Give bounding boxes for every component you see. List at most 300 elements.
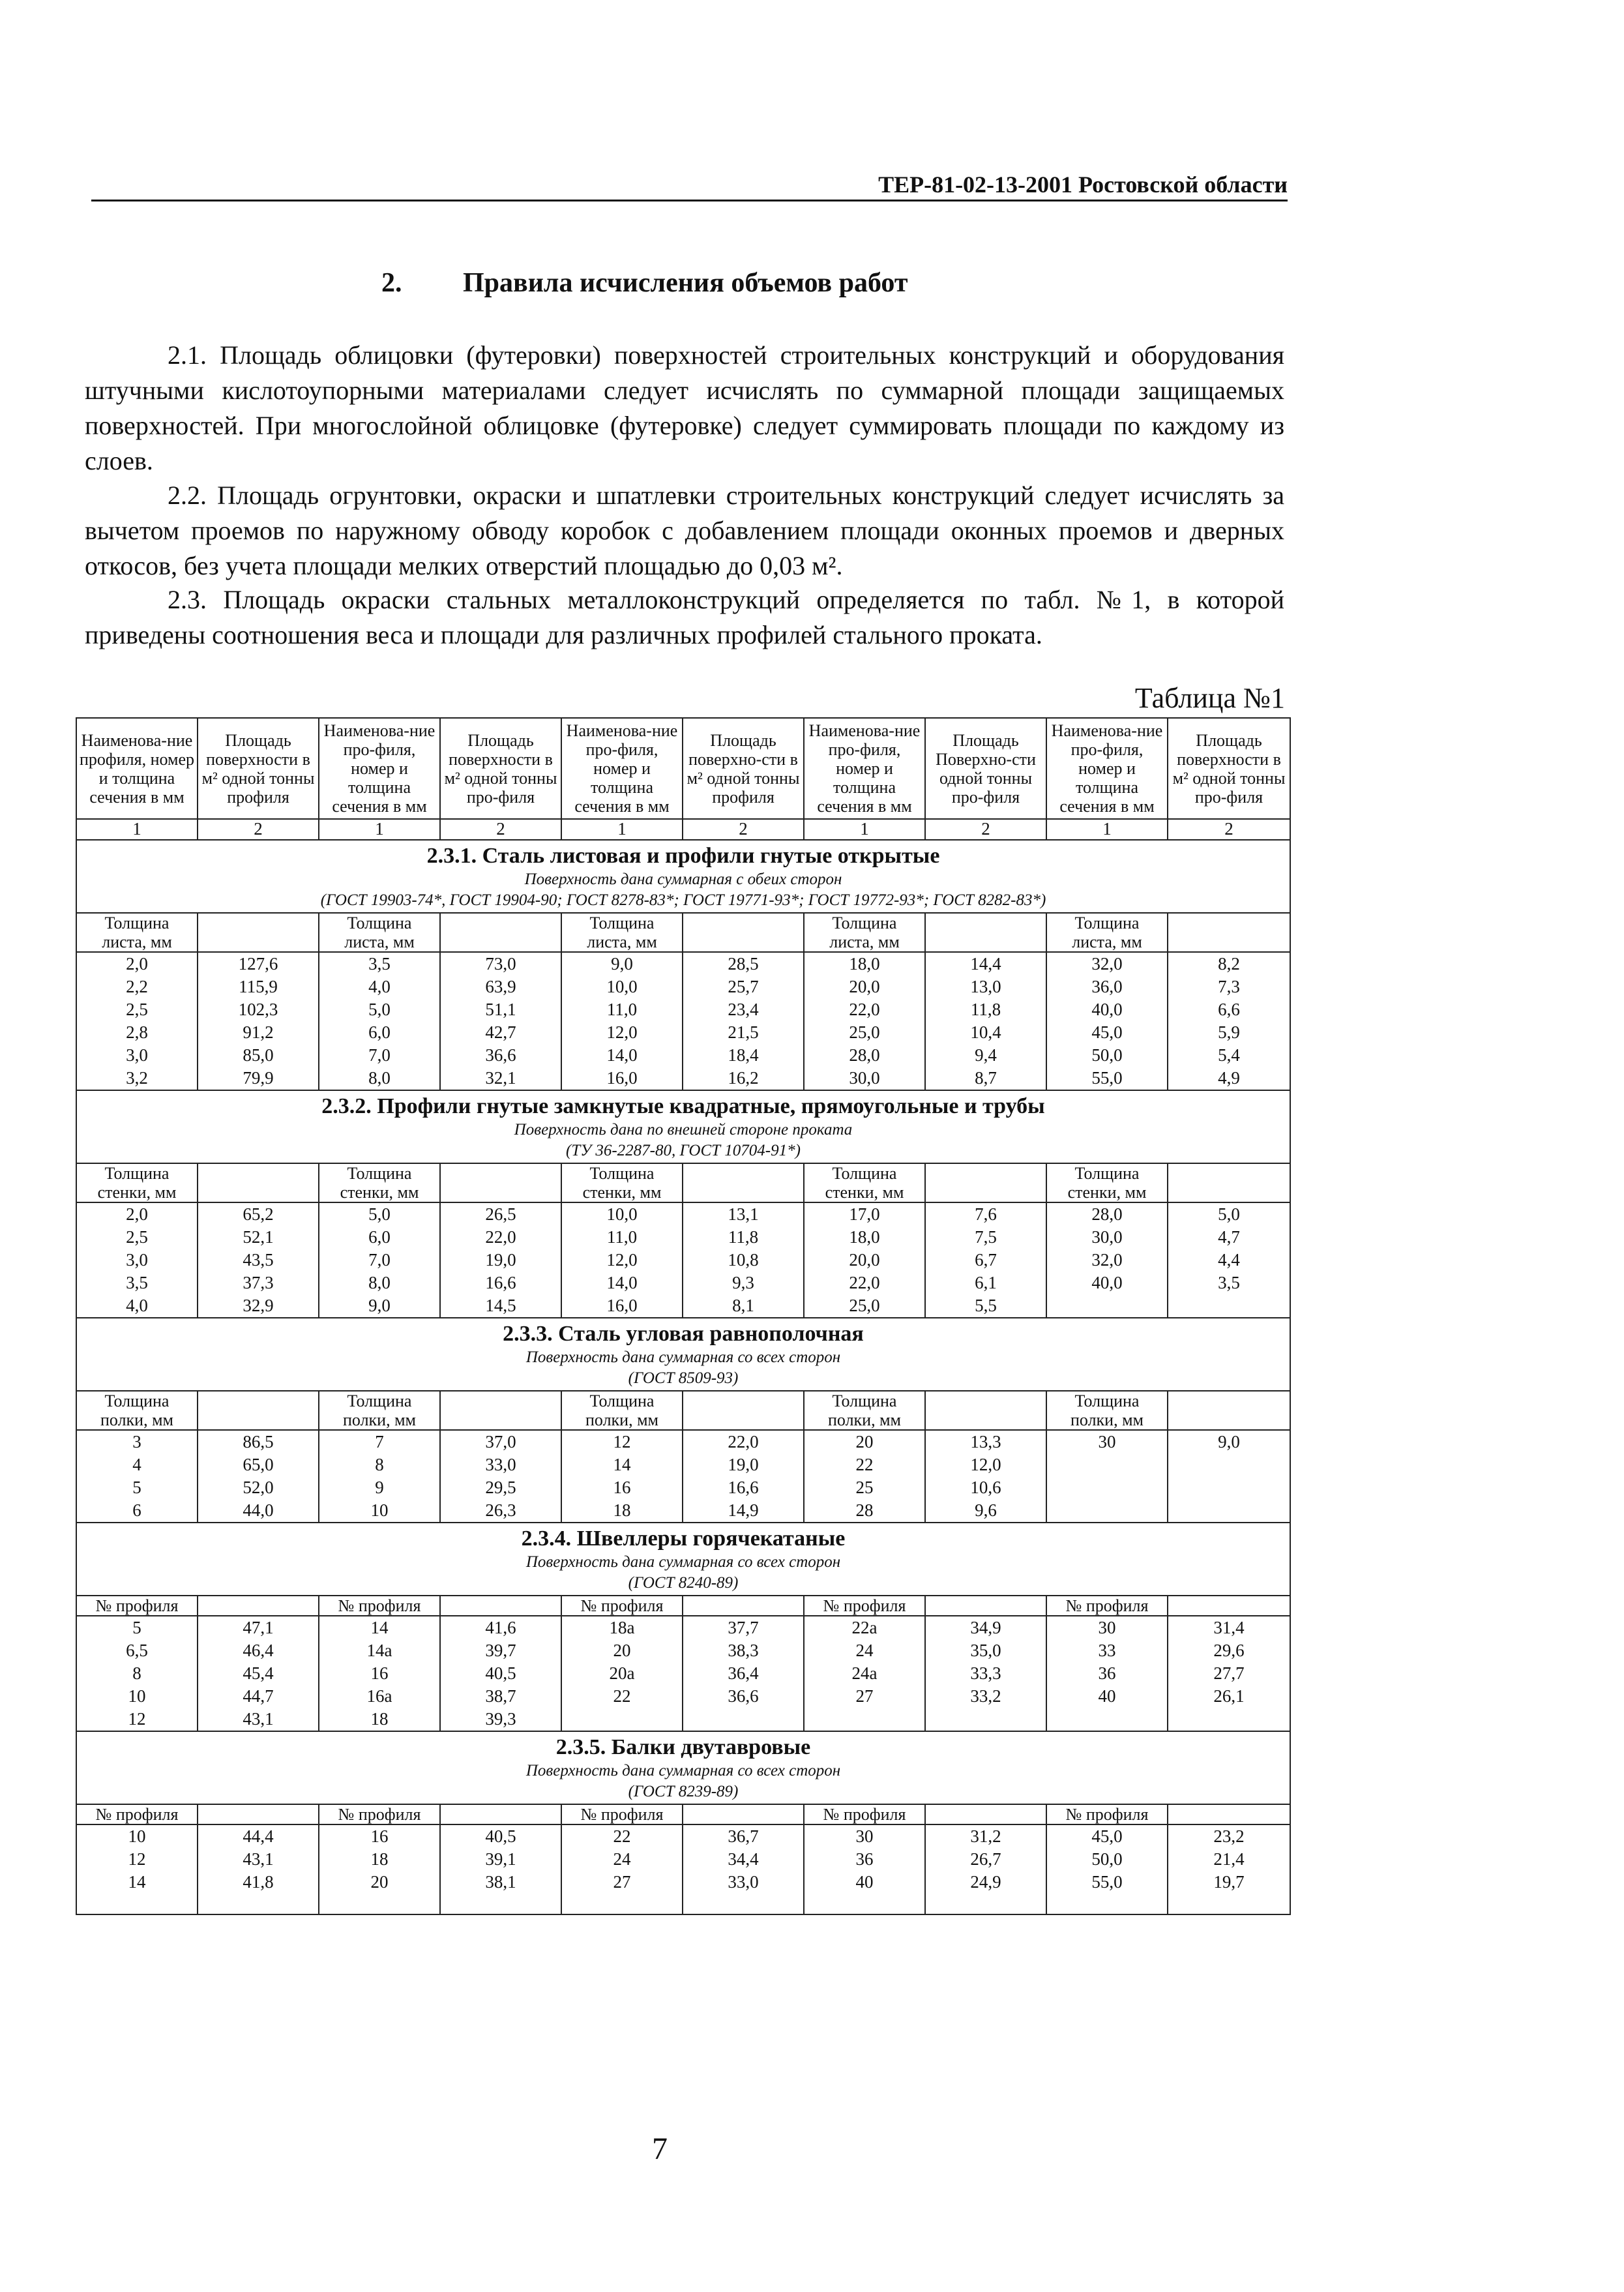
table-header-row <box>76 718 1290 819</box>
section-heading: 2.3.3. Сталь угловая равнополочная <box>76 1318 1290 1347</box>
data-value: 24 <box>613 1849 631 1869</box>
data-cell <box>683 1430 804 1523</box>
section-title-row <box>76 1090 1290 1120</box>
empty-cell <box>925 1391 1046 1430</box>
data-value: 36,7 <box>728 1826 759 1846</box>
column-header: Площадь поверхности в м² одной тонны про-филя <box>440 718 561 819</box>
data-value: 44,0 <box>243 1500 274 1520</box>
data-value: 25,7 <box>728 977 759 996</box>
data-value: 27 <box>613 1872 631 1892</box>
param-label: № профиля <box>804 1804 925 1824</box>
data-value: 30 <box>855 1826 874 1846</box>
data-value: 32,0 <box>1091 1250 1123 1270</box>
data-value: 12,0 <box>970 1455 1001 1474</box>
data-value: 18,4 <box>728 1045 759 1065</box>
data-value: 37,0 <box>485 1432 516 1451</box>
empty-cell <box>440 1804 561 1824</box>
data-value: 40 <box>855 1872 874 1892</box>
data-value: 36 <box>1098 1663 1116 1683</box>
column-header: Наименова-ние про-филя, номер и толщина сечения в мм <box>319 718 440 819</box>
data-value: 33 <box>1098 1641 1116 1660</box>
data-value: 25 <box>855 1478 874 1497</box>
data-value: 43,5 <box>243 1250 274 1270</box>
data-value: 7,0 <box>368 1045 391 1065</box>
data-value: 37,7 <box>728 1618 759 1637</box>
section-note: Поверхность дана по внешней стороне проката (ТУ 36-2287-80, ГОСТ 10704-91*) <box>76 1120 1290 1163</box>
data-value: 40,0 <box>1091 1000 1123 1019</box>
data-value: 25,0 <box>849 1022 880 1042</box>
column-header: Наименова-ние профиля, номер и толщина сечения в мм <box>76 718 198 819</box>
data-cell <box>1168 1824 1290 1914</box>
data-value: 12,0 <box>606 1022 638 1042</box>
data-value: 2,0 <box>126 1204 148 1224</box>
data-value: 52,1 <box>243 1227 274 1247</box>
data-cell <box>561 952 683 1090</box>
data-value: 22,0 <box>849 1000 880 1019</box>
data-value: 26,1 <box>1213 1686 1245 1706</box>
param-label: № профиля <box>76 1596 198 1616</box>
data-cell <box>925 1616 1046 1731</box>
document-code: ТЕР-81-02-13-2001 Ростовской области <box>878 171 1288 198</box>
empty-cell <box>925 913 1046 952</box>
data-value: 23,4 <box>728 1000 759 1019</box>
data-value: 102,3 <box>238 1000 278 1019</box>
data-cell <box>925 1202 1046 1318</box>
section-title-text: Правила исчисления объемов работ <box>463 268 908 298</box>
data-value: 14,5 <box>485 1296 516 1315</box>
data-value: 7,0 <box>368 1250 391 1270</box>
data-value: 73,0 <box>485 954 516 974</box>
data-value: 27,7 <box>1213 1663 1245 1683</box>
data-value: 40,0 <box>1091 1273 1123 1292</box>
column-header: Площадь Поверхно-сти одной тонны про-филя <box>925 718 1046 819</box>
data-value: 85,0 <box>243 1045 274 1065</box>
data-value: 38,1 <box>485 1872 516 1892</box>
data-value: 26,3 <box>485 1500 516 1520</box>
data-cell <box>683 1824 804 1914</box>
section-label-row <box>76 1804 1290 1824</box>
data-value: 2,5 <box>126 1227 148 1247</box>
data-value: 11,0 <box>606 1227 638 1247</box>
section-subtitle-row <box>76 1347 1290 1391</box>
data-value: 38,3 <box>728 1641 759 1660</box>
data-value: 44,7 <box>243 1686 274 1706</box>
data-cell <box>440 1616 561 1731</box>
data-value: 4,9 <box>1218 1068 1240 1088</box>
empty-cell <box>683 1391 804 1430</box>
data-value: 26,7 <box>970 1849 1001 1869</box>
data-value: 34,9 <box>970 1618 1001 1637</box>
data-value: 127,6 <box>238 954 278 974</box>
data-value: 24а <box>851 1663 878 1683</box>
data-value: 52,0 <box>243 1478 274 1497</box>
empty-cell <box>1168 1163 1290 1202</box>
param-label: № профиля <box>804 1596 925 1616</box>
data-cell <box>319 1824 440 1914</box>
empty-cell <box>683 1163 804 1202</box>
param-label: Толщина стенки, мм <box>319 1163 440 1202</box>
data-value: 30,0 <box>849 1068 880 1088</box>
data-value: 2,5 <box>126 1000 148 1019</box>
data-value: 8,1 <box>732 1296 754 1315</box>
section-title-row <box>76 1318 1290 1347</box>
data-value: 7,6 <box>975 1204 997 1224</box>
section-subtitle-row <box>76 1120 1290 1163</box>
data-cell <box>1046 952 1168 1090</box>
data-value: 12 <box>128 1709 146 1729</box>
param-label: Толщина стенки, мм <box>76 1163 198 1202</box>
page-number: 7 <box>652 2132 668 2166</box>
column-number: 1 <box>319 819 440 840</box>
column-number: 2 <box>1168 819 1290 840</box>
data-value: 10,8 <box>728 1250 759 1270</box>
data-value: 20а <box>609 1663 635 1683</box>
data-value: 24,9 <box>970 1872 1001 1892</box>
table-caption: Таблица №1 <box>1134 682 1285 714</box>
column-number: 1 <box>76 819 198 840</box>
data-value: 46,4 <box>243 1641 274 1660</box>
data-value: 19,0 <box>485 1250 516 1270</box>
data-value: 20 <box>370 1872 389 1892</box>
data-cell <box>1046 1430 1168 1523</box>
data-cell <box>440 1202 561 1318</box>
data-value: 9,4 <box>975 1045 997 1065</box>
data-cell <box>1168 1430 1290 1523</box>
data-value: 22 <box>613 1686 631 1706</box>
data-cell <box>440 1430 561 1523</box>
data-value: 40 <box>1098 1686 1116 1706</box>
table-row <box>76 1824 1290 1914</box>
data-value: 55,0 <box>1091 1068 1123 1088</box>
data-value: 20 <box>613 1641 631 1660</box>
data-value: 11,8 <box>728 1227 759 1247</box>
section-subtitle-row <box>76 869 1290 913</box>
param-label: Толщина листа, мм <box>804 913 925 952</box>
document-header <box>91 171 1288 201</box>
param-label: Толщина полки, мм <box>319 1391 440 1430</box>
data-value: 9,6 <box>975 1500 997 1520</box>
data-value: 2,8 <box>126 1022 148 1042</box>
section-label-row <box>76 1596 1290 1616</box>
data-cell <box>804 1824 925 1914</box>
table-row <box>76 1202 1290 1318</box>
section-subtitle-row <box>76 1761 1290 1804</box>
data-value: 21,4 <box>1213 1849 1245 1869</box>
param-label: № профиля <box>319 1596 440 1616</box>
data-value: 65,0 <box>243 1455 274 1474</box>
data-value: 8 <box>375 1455 384 1474</box>
data-cell <box>1168 952 1290 1090</box>
data-cell <box>76 1202 198 1318</box>
param-label: № профиля <box>1046 1804 1168 1824</box>
data-value: 13,1 <box>728 1204 759 1224</box>
param-label: Толщина полки, мм <box>804 1391 925 1430</box>
data-value: 6,0 <box>368 1227 391 1247</box>
data-value: 63,9 <box>485 977 516 996</box>
param-label: Толщина листа, мм <box>319 913 440 952</box>
data-value: 7,3 <box>1218 977 1240 996</box>
empty-cell <box>1168 1596 1290 1616</box>
data-value: 7 <box>375 1432 384 1451</box>
data-value: 18 <box>370 1849 389 1869</box>
param-label: Толщина полки, мм <box>561 1391 683 1430</box>
data-value: 2,0 <box>126 954 148 974</box>
data-value: 6,1 <box>975 1273 997 1292</box>
data-value: 5,0 <box>368 1204 391 1224</box>
data-value: 22а <box>851 1618 878 1637</box>
paragraph-2-3: 2.3. Площадь окраски стальных металлоконструкций определяется по табл. №1, в которой приведены соотношения веса и площади для различных профилей стального проката. <box>85 585 1284 649</box>
data-value: 5,0 <box>368 1000 391 1019</box>
empty-cell <box>683 913 804 952</box>
data-value: 18,0 <box>849 1227 880 1247</box>
data-value: 36,6 <box>728 1686 759 1706</box>
empty-cell <box>440 1163 561 1202</box>
section-label-row <box>76 1391 1290 1430</box>
section-note: Поверхность дана суммарная со всех сторон (ГОСТ 8509-93) <box>76 1347 1290 1391</box>
data-value: 86,5 <box>243 1432 274 1451</box>
data-value: 33,2 <box>970 1686 1001 1706</box>
data-value: 22 <box>613 1826 631 1846</box>
data-value: 24 <box>855 1641 874 1660</box>
data-value: 5 <box>132 1618 141 1637</box>
section-title <box>381 267 908 299</box>
section-heading: 2.3.4. Швеллеры горячекатаные <box>76 1523 1290 1552</box>
column-number: 1 <box>1046 819 1168 840</box>
data-cell <box>561 1824 683 1914</box>
data-value: 9 <box>375 1478 384 1497</box>
data-cell <box>683 952 804 1090</box>
data-value: 10,6 <box>970 1478 1001 1497</box>
section-note: Поверхность дана суммарная со всех сторон (ГОСТ 8240-89) <box>76 1552 1290 1596</box>
data-value: 45,0 <box>1091 1022 1123 1042</box>
data-value: 20,0 <box>849 1250 880 1270</box>
profile-area-table <box>76 717 1291 1915</box>
data-value: 5 <box>132 1478 141 1497</box>
data-cell <box>561 1616 683 1731</box>
data-value: 4,0 <box>368 977 391 996</box>
data-value: 42,7 <box>485 1022 516 1042</box>
column-number: 2 <box>683 819 804 840</box>
data-value: 29,5 <box>485 1478 516 1497</box>
data-value: 18а <box>609 1618 635 1637</box>
data-value: 5,0 <box>1218 1204 1240 1224</box>
data-cell <box>198 1824 319 1914</box>
param-label: Толщина полки, мм <box>76 1391 198 1430</box>
column-number: 2 <box>198 819 319 840</box>
section-subtitle-row <box>76 1552 1290 1596</box>
data-value: 16,0 <box>606 1296 638 1315</box>
data-value: 29,6 <box>1213 1641 1245 1660</box>
data-value: 9,0 <box>368 1296 391 1315</box>
data-value: 4,0 <box>126 1296 148 1315</box>
data-value: 47,1 <box>243 1618 274 1637</box>
data-value: 43,1 <box>243 1849 274 1869</box>
data-value: 16,0 <box>606 1068 638 1088</box>
data-value: 91,2 <box>243 1022 274 1042</box>
data-value: 9,3 <box>732 1273 754 1292</box>
empty-cell <box>198 1596 319 1616</box>
data-value: 65,2 <box>243 1204 274 1224</box>
data-value: 45,0 <box>1091 1826 1123 1846</box>
section-heading: 2.3.5. Балки двутавровые <box>76 1731 1290 1761</box>
data-value: 3,0 <box>126 1045 148 1065</box>
data-value: 28,0 <box>1091 1204 1123 1224</box>
data-value: 16,6 <box>728 1478 759 1497</box>
data-value: 40,5 <box>485 1663 516 1683</box>
data-value: 14а <box>366 1641 392 1660</box>
data-value: 11,8 <box>970 1000 1001 1019</box>
data-value: 16а <box>366 1686 392 1706</box>
param-label: № профиля <box>561 1596 683 1616</box>
data-cell <box>1168 1202 1290 1318</box>
data-cell <box>76 1824 198 1914</box>
data-value: 41,8 <box>243 1872 274 1892</box>
data-value: 22,0 <box>728 1432 759 1451</box>
data-value: 14 <box>128 1872 146 1892</box>
data-value: 16,6 <box>485 1273 516 1292</box>
data-cell <box>198 1616 319 1731</box>
data-value: 5,4 <box>1218 1045 1240 1065</box>
empty-cell <box>1168 1804 1290 1824</box>
data-cell <box>1046 1824 1168 1914</box>
data-value: 14,4 <box>970 954 1001 974</box>
column-header: Площадь поверхности в м² одной тонны про-филя <box>1168 718 1290 819</box>
column-number: 2 <box>925 819 1046 840</box>
data-value: 43,1 <box>243 1709 274 1729</box>
data-value: 18 <box>370 1709 389 1729</box>
data-value: 6,0 <box>368 1022 391 1042</box>
empty-cell <box>440 913 561 952</box>
data-value: 5,5 <box>975 1296 997 1315</box>
data-value: 21,5 <box>728 1022 759 1042</box>
data-value: 7,5 <box>975 1227 997 1247</box>
table-row <box>76 952 1290 1090</box>
data-cell <box>561 1202 683 1318</box>
data-value: 10,0 <box>606 977 638 996</box>
data-value: 39,3 <box>485 1709 516 1729</box>
data-cell <box>683 1616 804 1731</box>
data-cell <box>76 1430 198 1523</box>
data-value: 8,7 <box>975 1068 997 1088</box>
section-number: 2. <box>381 268 402 298</box>
section-label-row <box>76 913 1290 952</box>
data-value: 18 <box>613 1500 631 1520</box>
data-cell <box>804 1616 925 1731</box>
data-value: 3,5 <box>368 954 391 974</box>
data-value: 10,4 <box>970 1022 1001 1042</box>
data-value: 8,0 <box>368 1273 391 1292</box>
data-value: 14,0 <box>606 1273 638 1292</box>
data-cell <box>925 952 1046 1090</box>
data-value: 41,6 <box>485 1618 516 1637</box>
table-row <box>76 1430 1290 1523</box>
data-value: 4,7 <box>1218 1227 1240 1247</box>
data-value: 16 <box>370 1663 389 1683</box>
section-title-row <box>76 840 1290 869</box>
data-value: 12 <box>613 1432 631 1451</box>
data-value: 3,5 <box>1218 1273 1240 1292</box>
column-number-row <box>76 819 1290 840</box>
data-value: 6,6 <box>1218 1000 1240 1019</box>
data-value: 38,7 <box>485 1686 516 1706</box>
data-value: 36 <box>855 1849 874 1869</box>
data-value: 37,3 <box>243 1273 274 1292</box>
data-cell <box>561 1430 683 1523</box>
data-cell <box>804 952 925 1090</box>
data-value: 14,9 <box>728 1500 759 1520</box>
data-value: 2,2 <box>126 977 148 996</box>
data-value: 51,1 <box>485 1000 516 1019</box>
data-value: 20 <box>855 1432 874 1451</box>
data-value: 22,0 <box>485 1227 516 1247</box>
empty-cell <box>198 1163 319 1202</box>
data-value: 28,0 <box>849 1045 880 1065</box>
column-header: Площадь поверхно-сти в м² одной тонны профиля <box>683 718 804 819</box>
data-value: 33,3 <box>970 1663 1001 1683</box>
data-value: 8,0 <box>368 1068 391 1088</box>
data-value: 16 <box>613 1478 631 1497</box>
data-value: 6,5 <box>126 1641 148 1660</box>
column-header: Наименова-ние про-филя, номер и толщина сечения в мм <box>804 718 925 819</box>
data-cell <box>76 1616 198 1731</box>
section-heading: 2.3.2. Профили гнутые замкнутые квадратные, прямоугольные и трубы <box>76 1090 1290 1120</box>
section-note: Поверхность дана суммарная с обеих сторон (ГОСТ 19903-74*, ГОСТ 19904-90; ГОСТ 8278-83*; ГОСТ 19771-93*; ГОСТ 19772-93*; ГОСТ 8282-83*) <box>76 869 1290 913</box>
data-cell <box>440 952 561 1090</box>
param-label: Толщина листа, мм <box>561 913 683 952</box>
data-value: 13,0 <box>970 977 1001 996</box>
param-label: Толщина листа, мм <box>1046 913 1168 952</box>
column-number: 1 <box>561 819 683 840</box>
empty-cell <box>683 1804 804 1824</box>
data-value: 27 <box>855 1686 874 1706</box>
data-value: 4,4 <box>1218 1250 1240 1270</box>
section-label-row <box>76 1163 1290 1202</box>
empty-cell <box>925 1804 1046 1824</box>
param-label: Толщина стенки, мм <box>561 1163 683 1202</box>
data-value: 10,0 <box>606 1204 638 1224</box>
data-value: 36,4 <box>728 1663 759 1683</box>
data-value: 3,2 <box>126 1068 148 1088</box>
data-value: 19,7 <box>1213 1872 1245 1892</box>
empty-cell <box>198 1391 319 1430</box>
paragraph-2-1: 2.1. Площадь облицовки (футеровки) поверхностей строительных конструкций и оборудования штучными кислотоупорными материалами следует исчислять по суммарной площади защищаемых поверхностей. При многослойной облицовке (футеровке) следует суммировать площади по каждому из слоев. <box>85 340 1284 475</box>
data-value: 3,0 <box>126 1250 148 1270</box>
data-value: 34,4 <box>728 1849 759 1869</box>
data-cell <box>1046 1616 1168 1731</box>
data-value: 79,9 <box>243 1068 274 1088</box>
data-value: 6,7 <box>975 1250 997 1270</box>
data-value: 9,0 <box>1218 1432 1240 1451</box>
data-value: 9,0 <box>611 954 633 974</box>
data-value: 30 <box>1098 1618 1116 1637</box>
data-value: 28 <box>855 1500 874 1520</box>
param-label: № профиля <box>76 1804 198 1824</box>
data-value: 12,0 <box>606 1250 638 1270</box>
data-value: 39,7 <box>485 1641 516 1660</box>
empty-cell <box>925 1163 1046 1202</box>
param-label: № профиля <box>319 1804 440 1824</box>
data-value: 10 <box>128 1686 146 1706</box>
data-value: 20,0 <box>849 977 880 996</box>
column-header: Наименова-ние про-филя, номер и толщина сечения в мм <box>561 718 683 819</box>
data-value: 44,4 <box>243 1826 274 1846</box>
data-value: 16 <box>370 1826 389 1846</box>
data-value: 25,0 <box>849 1296 880 1315</box>
data-value: 32,9 <box>243 1296 274 1315</box>
paragraph-2-2: 2.2. Площадь огрунтовки, окраски и шпатлевки строительных конструкций следует исчислять за вычетом проемов по наружному обводу коробок с добавлением площади оконных проемов и дверных откосов, без учета площади мелких отверстий площадью до 0,03 м². <box>85 481 1284 580</box>
empty-cell <box>1168 913 1290 952</box>
data-value: 39,1 <box>485 1849 516 1869</box>
